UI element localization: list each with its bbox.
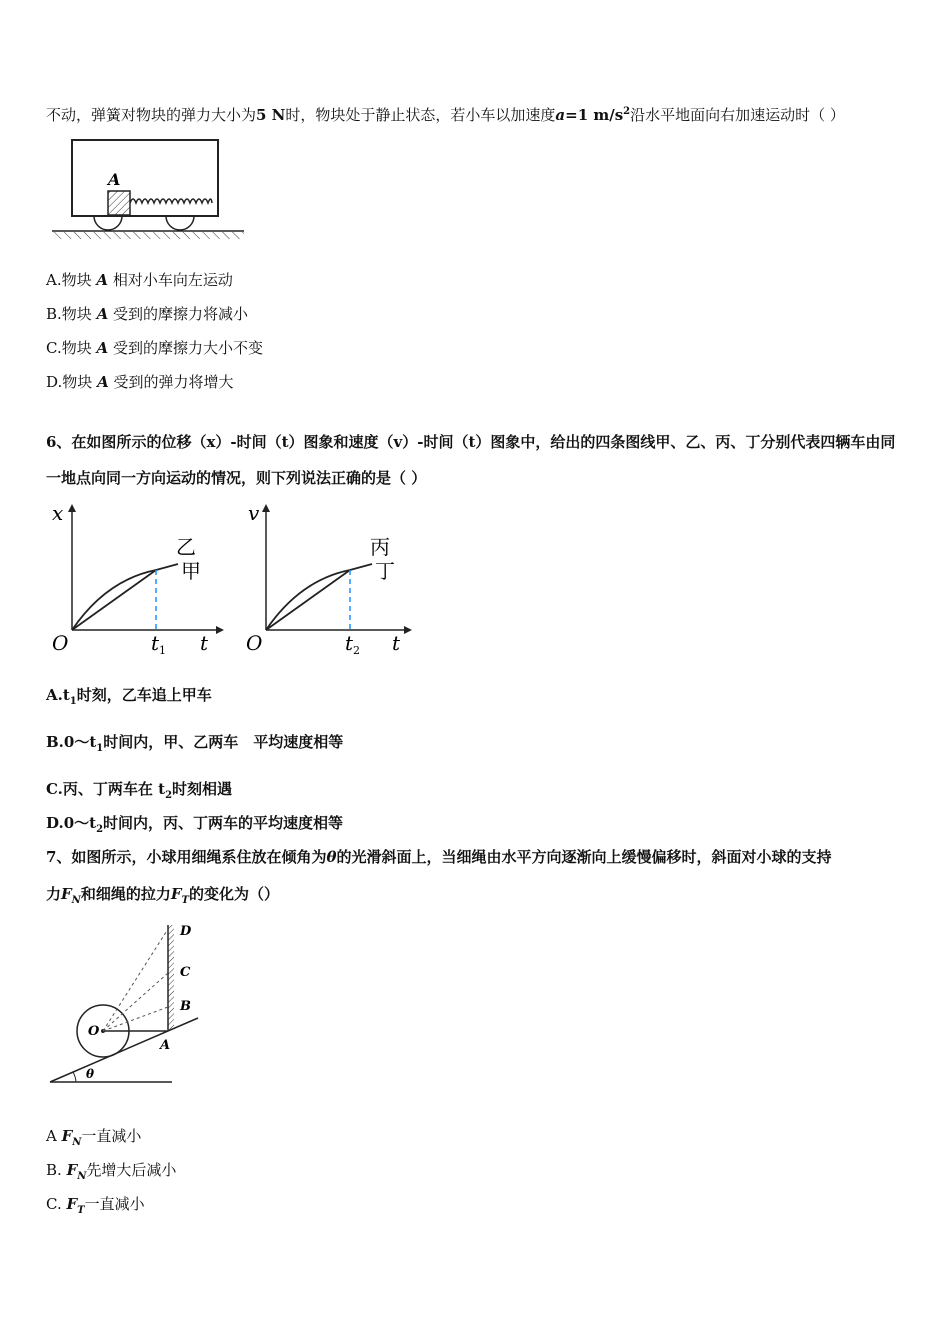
point-c-label: C bbox=[180, 965, 191, 980]
spring bbox=[130, 199, 212, 203]
point-a-label: A bbox=[160, 1038, 171, 1053]
line-ding bbox=[266, 570, 350, 630]
block-a bbox=[108, 191, 130, 215]
q6-stem-line1: 6、在如图所示的位移（x）-时间（t）图象和速度（v）-时间（t）图象中，给出的四条图线甲、乙、丙、丁分别代表四辆车由同 bbox=[46, 433, 896, 451]
q7-stem-line2: 力$F_N$和细绳的拉力$F_T$的变化为（） bbox=[46, 885, 279, 906]
cart-spring-figure bbox=[46, 135, 256, 245]
block-a-label: A bbox=[108, 170, 121, 189]
xt-y-axis-label: x bbox=[52, 501, 64, 525]
t2-label: $t_2$ bbox=[345, 631, 361, 657]
q7-option-a[interactable]: A $F_N$一直减小 bbox=[46, 1127, 142, 1148]
q6-option-b[interactable]: $B.0\sim t_1$时间内，甲、乙两车 平均速度相等 bbox=[46, 733, 344, 754]
string-to-c bbox=[103, 973, 168, 1031]
xt-x-axis-label: t bbox=[200, 631, 209, 655]
q6-stem-line2: 一地点向同一方向运动的情况，则下列说法正确的是（ ） bbox=[46, 469, 427, 487]
vt-origin-label: O bbox=[246, 631, 263, 655]
q7-stem-line1: 7、如图所示，小球用细绳系住放在倾角为θ的光滑斜面上，当细绳由水平方向逐渐向上缓慢偏移时，斜面对小球的支持 bbox=[46, 848, 832, 866]
theta-label: θ bbox=[86, 1067, 95, 1081]
line-jia bbox=[72, 570, 156, 630]
wall-hatch bbox=[168, 925, 174, 1030]
xt-origin-label: O bbox=[52, 631, 69, 655]
label-yi: 乙 bbox=[176, 535, 196, 559]
wheel-right bbox=[166, 216, 194, 230]
label-jia: 甲 bbox=[181, 559, 201, 583]
q6-option-d[interactable]: $D.0\sim t_2$时间内，丙、丁两车的平均速度相等 bbox=[46, 814, 344, 835]
q6-option-c[interactable]: C.丙、丁两车在 $t_2$时刻相遇 bbox=[46, 780, 233, 801]
vt-x-axis-label: t bbox=[392, 631, 401, 655]
point-o-label: O bbox=[88, 1024, 100, 1039]
label-ding: 丁 bbox=[375, 559, 395, 583]
string-to-b bbox=[103, 1007, 168, 1031]
q5-option-b[interactable]: B.物块 A 受到的摩擦力将减小 bbox=[46, 305, 249, 323]
t1-label: $t_1$ bbox=[151, 631, 167, 657]
vt-graph bbox=[240, 500, 420, 660]
q7-option-b[interactable]: B. $F_N$先增大后减小 bbox=[46, 1161, 177, 1182]
q6-option-a[interactable]: $A.t_1$时刻，乙车追上甲车 bbox=[46, 686, 212, 707]
label-bing: 丙 bbox=[370, 535, 390, 559]
incline-line bbox=[50, 1018, 198, 1082]
ground bbox=[52, 232, 244, 239]
q5-option-a[interactable]: A.物块 A 相对小车向左运动 bbox=[46, 271, 233, 289]
string-to-d bbox=[103, 929, 168, 1031]
point-b-label: B bbox=[180, 999, 191, 1014]
q5-option-c[interactable]: C.物块 A 受到的摩擦力大小不变 bbox=[46, 339, 263, 357]
point-d-label: D bbox=[180, 924, 192, 939]
vt-y-axis-label: v bbox=[248, 501, 260, 525]
q5-stem: 不动，弹簧对物块的弹力大小为5 N时，物块处于静止状态，若小车以加速度a=1 $m/s^2$沿水平地面向右加速运动时（ ） bbox=[46, 106, 845, 124]
q5-option-d[interactable]: D.物块 A 受到的弹力将增大 bbox=[46, 373, 234, 391]
xt-graph bbox=[46, 500, 226, 660]
incline-ball-figure bbox=[46, 915, 216, 1090]
q7-option-c[interactable]: C. $F_T$一直减小 bbox=[46, 1195, 145, 1216]
wheel-left bbox=[94, 216, 122, 230]
